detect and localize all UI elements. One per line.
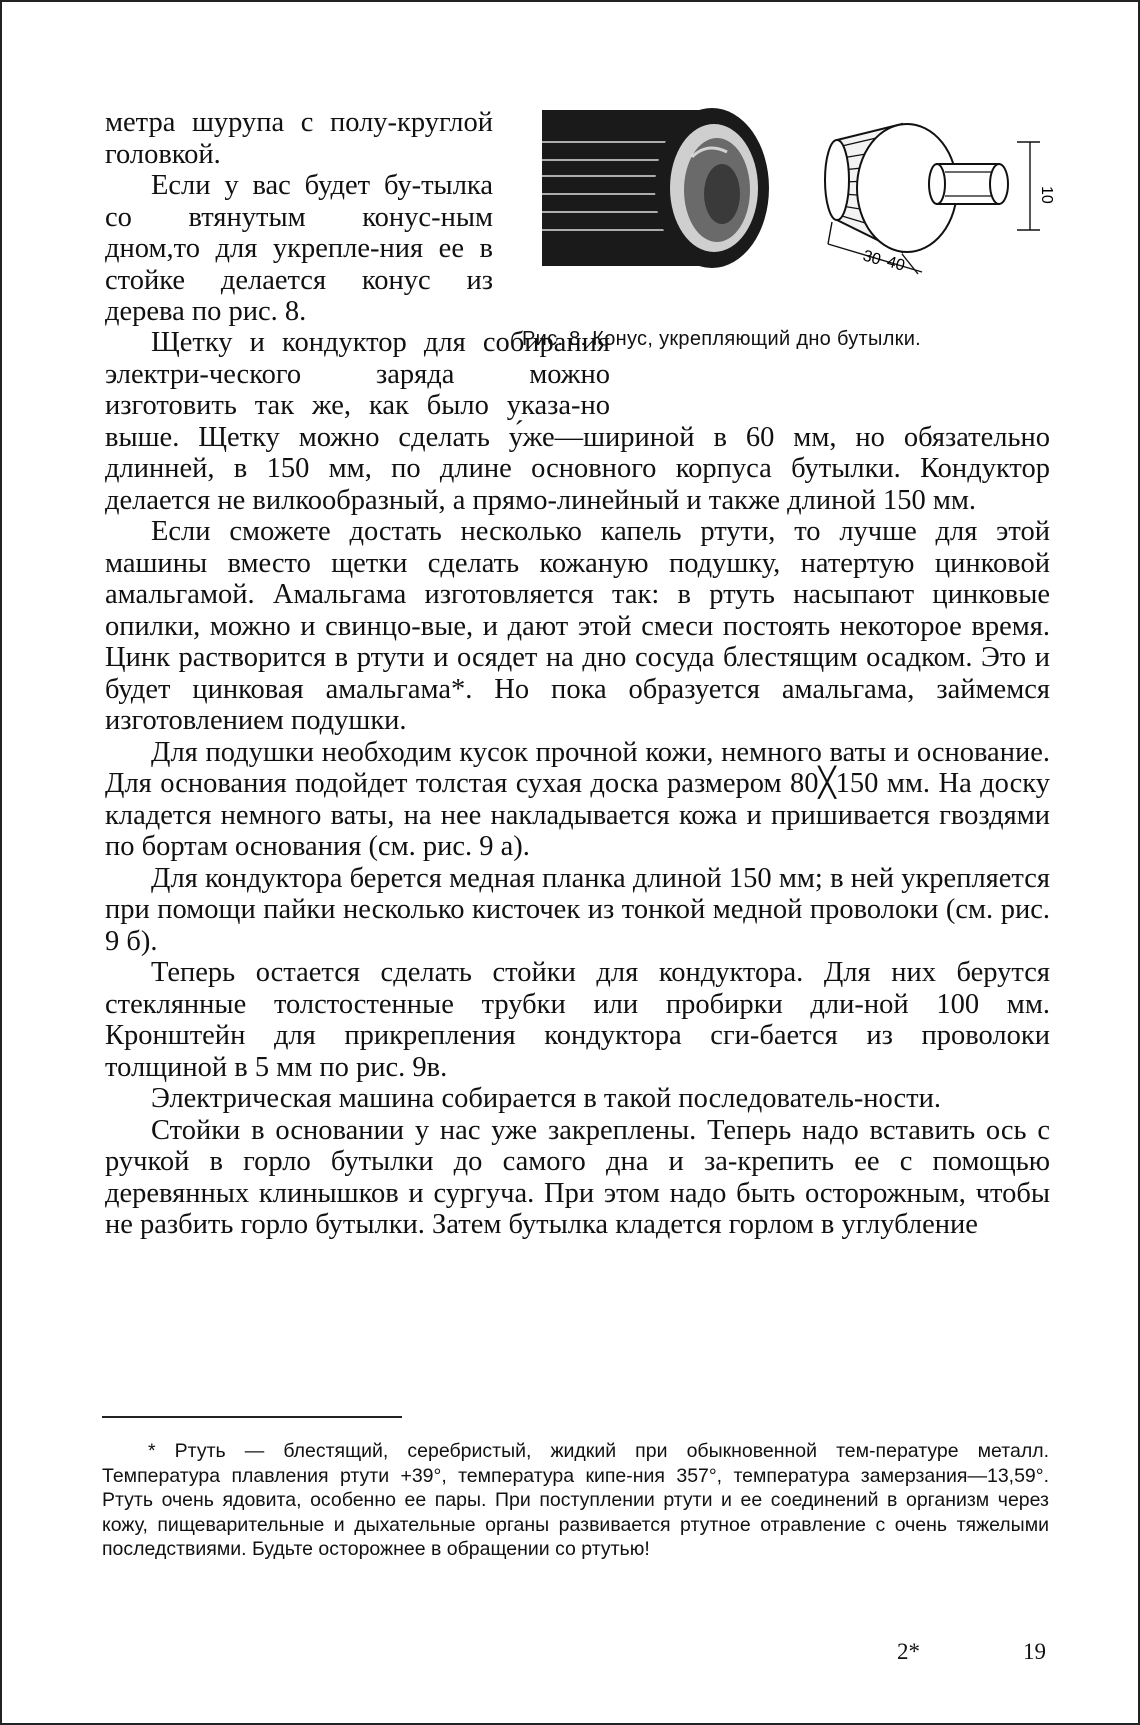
top-left-text bbox=[105, 107, 493, 328]
paragraph-5: Для кондуктора берется медная планка длиной 150 мм; в ней укрепляется при помощи пайки несколько кисточек из тонкой медной проволоки (см. рис. 9 б). bbox=[105, 862, 1050, 957]
signature-mark: 2* bbox=[897, 1639, 920, 1664]
dim-label-40: 40 bbox=[884, 253, 907, 275]
figure-8 bbox=[522, 102, 1062, 362]
paragraph-4: Для подушки необходим кусок прочной кожи, немного ваты и основание. Для основания подойдет толстая сухая доска размером 80╳150 мм. На доску кладется немного ваты, на нее накладывается кожа и пришивается гвоздями по бортам основания (см. рис. 9 а). bbox=[105, 736, 1050, 862]
paragraph-2: Щетку и кондуктор для собирания электри-ческого заряда можно изготовить так же, как было указа-но выше. Щетку можно сделать у́же—шириной в 60 мм, но обязательно длинней, в 150 мм, по длине основного корпуса бутылки. Кондуктор делается не вилкообразный, а прямо-линейный и также длиной 150 мм. bbox=[105, 327, 1050, 516]
dim-label-10: 10 bbox=[1038, 186, 1055, 204]
paragraph-0: метра шурупа с полу-круглой головкой. bbox=[105, 107, 493, 170]
footnote: * Ртуть — блестящий, серебристый, жидкий при обыкновенной тем-пературе металл. Температура плавления ртути +39°, температура кипе-ния 357°, температура замерзания—13,59°. Ртуть очень ядовита, особенно ее пары. При поступлении ртути и ее соединений в организм через кожу, пищеварительные и дыхательные органы развивается ртутное отравление с очень тяжелыми последствиями. Будьте осторожнее в обращении со ртутью! bbox=[102, 1440, 1049, 1560]
paragraph-1: Если у вас будет бу-тылка со втянутым конус-ным дном,то для укрепле-ния ее в стойке делается конус из дерева по рис. 8. bbox=[105, 170, 493, 327]
paragraph-6: Теперь остается сделать стойки для кондуктора. Для них берутся стеклянные толстостенные трубки или пробирки дли-ной 100 мм. Кронштейн для прикрепления кондуктора сги-бается из проволоки толщиной в 5 мм по рис. 9в. bbox=[105, 957, 1050, 1083]
paragraph-8: Стойки в основании у нас уже закреплены. Теперь надо вставить ось с ручкой в горло бутылки до самого дна и за-крепить ее с помощью деревянных клинышков и сургуча. При этом надо быть осторожным, чтобы не разбить горло бутылки. Затем бутылка кладется горлом в углубление bbox=[105, 1114, 1050, 1240]
cone-drawing bbox=[825, 124, 1040, 274]
figure-8-illustration bbox=[522, 102, 1062, 332]
page-number: 19 bbox=[1023, 1639, 1046, 1664]
figure-caption: Рис. 8. Конус, укрепляющий дно бутылки. bbox=[522, 328, 922, 350]
paragraph-7: Электрическая машина собирается в такой последователь-ности. bbox=[151, 1083, 941, 1114]
main-text bbox=[105, 327, 1050, 1241]
paragraph-3: Если сможете достать несколько капель ртути, то лучше для этой машины вместо щетки сделать кожаную подушку, натертую цинковой амальгамой. Амальгама изготовляется так: в ртуть насыпают цинковые опилки, можно и свинцо-вые, и дают этой смеси постоять некоторое время. Цинк растворится в ртути и осядет на дно сосуда блестящим осадком. Это и будет цинковая амальгама*. Но пока образуется амальгама, займемся изготовлением подушки. bbox=[105, 516, 1050, 736]
cylinder-drawing bbox=[542, 108, 769, 268]
footnote-divider bbox=[102, 1416, 402, 1418]
dim-label-30: 30 bbox=[860, 247, 883, 269]
